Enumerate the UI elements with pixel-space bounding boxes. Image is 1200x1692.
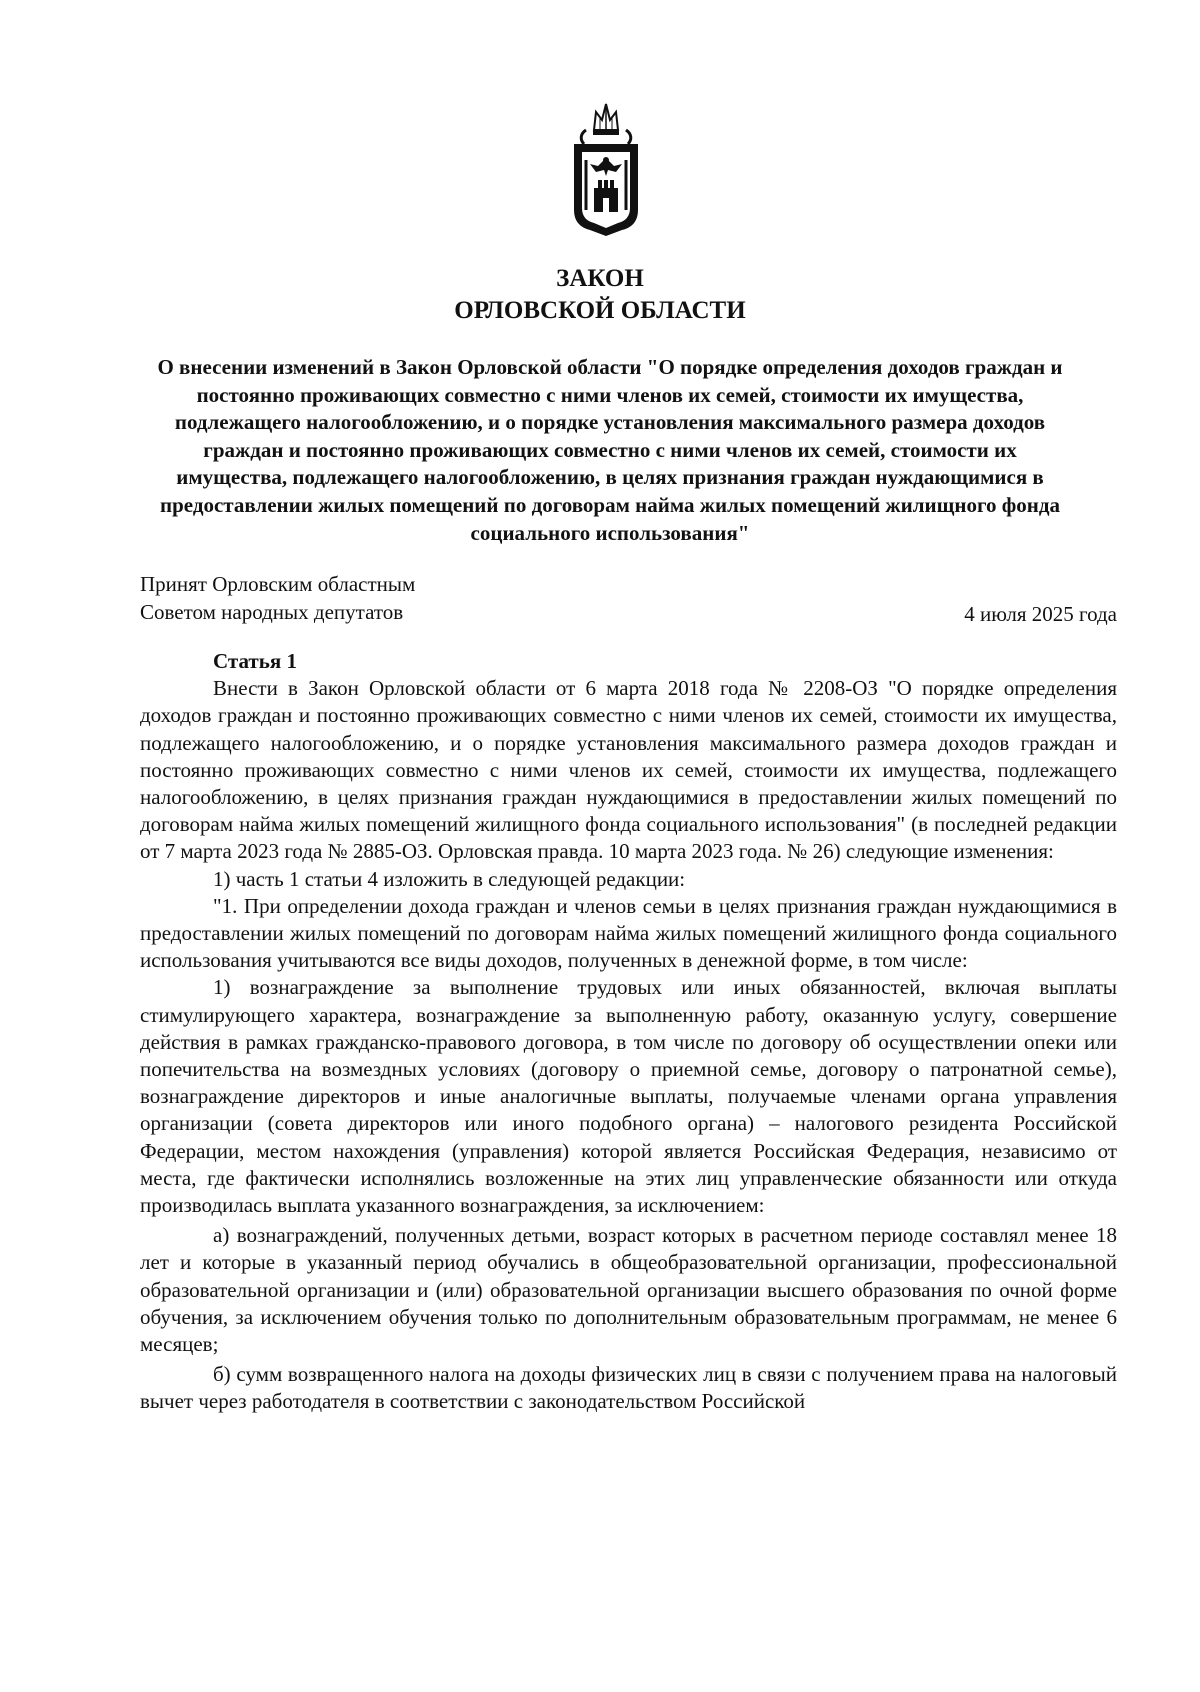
coat-of-arms-icon — [564, 100, 648, 240]
title-line-law: ЗАКОН — [556, 265, 644, 292]
adoption-info — [140, 570, 640, 626]
article-paragraph: "1. При определении дохода граждан и членов семьи в целях признания граждан нуждающимися в предоставлении жилых помещений по договорам найма жилых помещений жилищного фонда социального использования учитываются все виды доходов, полученных в денежной форме, в том числе: — [140, 893, 1117, 973]
article-paragraph: б) сумм возвращенного налога на доходы физических лиц в связи с получением права на налоговый вычет через работодателя в соответствии с законодательством Российской — [140, 1362, 1117, 1414]
article-body — [140, 648, 1117, 1416]
article-paragraph: 1) часть 1 статьи 4 изложить в следующей редакции: — [213, 866, 686, 891]
title-line-region: ОРЛОВСКОЙ ОБЛАСТИ — [454, 297, 746, 324]
adoption-line-2: Советом народных депутатов — [140, 600, 404, 624]
adoption-date: 4 июля 2025 года — [964, 602, 1117, 626]
article-paragraph: а) вознаграждений, полученных детьми, возраст которых в расчетном периоде составлял менее 18 лет и которые в указанный период обучались в общеобразовательной организации, профессиональной образовательной организации и (или) образовательной организации высшего образования по очной форме обучения, за исключением обучения только по дополнительным образовательным программам, не менее 6 месяцев; — [140, 1223, 1117, 1357]
article-heading: Статья 1 — [213, 649, 297, 673]
article-paragraph: Внести в Закон Орловской области от 6 марта 2018 года № 2208-ОЗ "О порядке определения доходов граждан и постоянно проживающих совместно с ними членов их семей, стоимости их имущества, подлежащего налогообложению, и о порядке установления максимального размера доходов граждан и постоянно проживающих совместно с ними членов их семей, стоимости их имущества, подлежащего налогообложению, в целях признания граждан нуждающимися в предоставлении жилых помещений по договорам найма жилых помещений жилищного фонда социального использования" (в последней редакции от 7 марта 2023 года № 2885-ОЗ. Орловская правда. 10 марта 2023 года. № 26) следующие изменения: — [140, 676, 1117, 864]
article-paragraph: 1) вознаграждение за выполнение трудовых или иных обязанностей, включая выплаты стимулирующего характера, вознаграждение за выполненную работу, оказанную услугу, совершение действия в рамках гражданско-правового договора, в том числе по договору об осуществлении опеки или попечительства на возмездных условиях (договору о приемной семье, договору о патронатной семье), вознаграждение директоров и иные аналогичные выплаты, получаемые членами органа управления организации (совета директоров или иного подобного органа) – налогового резидента Российской Федерации, местом нахождения (управления) которой является Российская Федерация, независимо от места, где фактически исполнялись возложенные на этих лиц управленческие обязанности или откуда производилась выплата указанного вознаграждения, за исключением: — [140, 975, 1117, 1218]
law-subtitle: О внесении изменений в Закон Орловской области "О порядке определения доходов граждан и постоянно проживающих совместно с ними членов их семей, стоимости их имущества, подлежащего налогообложению, и о порядке установления максимального размера доходов граждан и постоянно проживающих совместно с ними членов их семей, стоимости их имущества, подлежащего налогообложению, в целях признания граждан нуждающимися в предоставлении жилых помещений по договорам найма жилых помещений жилищного фонда социального использования" — [157, 355, 1063, 545]
law-title — [0, 263, 1200, 327]
adoption-line-1: Принят Орловским областным — [140, 572, 416, 596]
